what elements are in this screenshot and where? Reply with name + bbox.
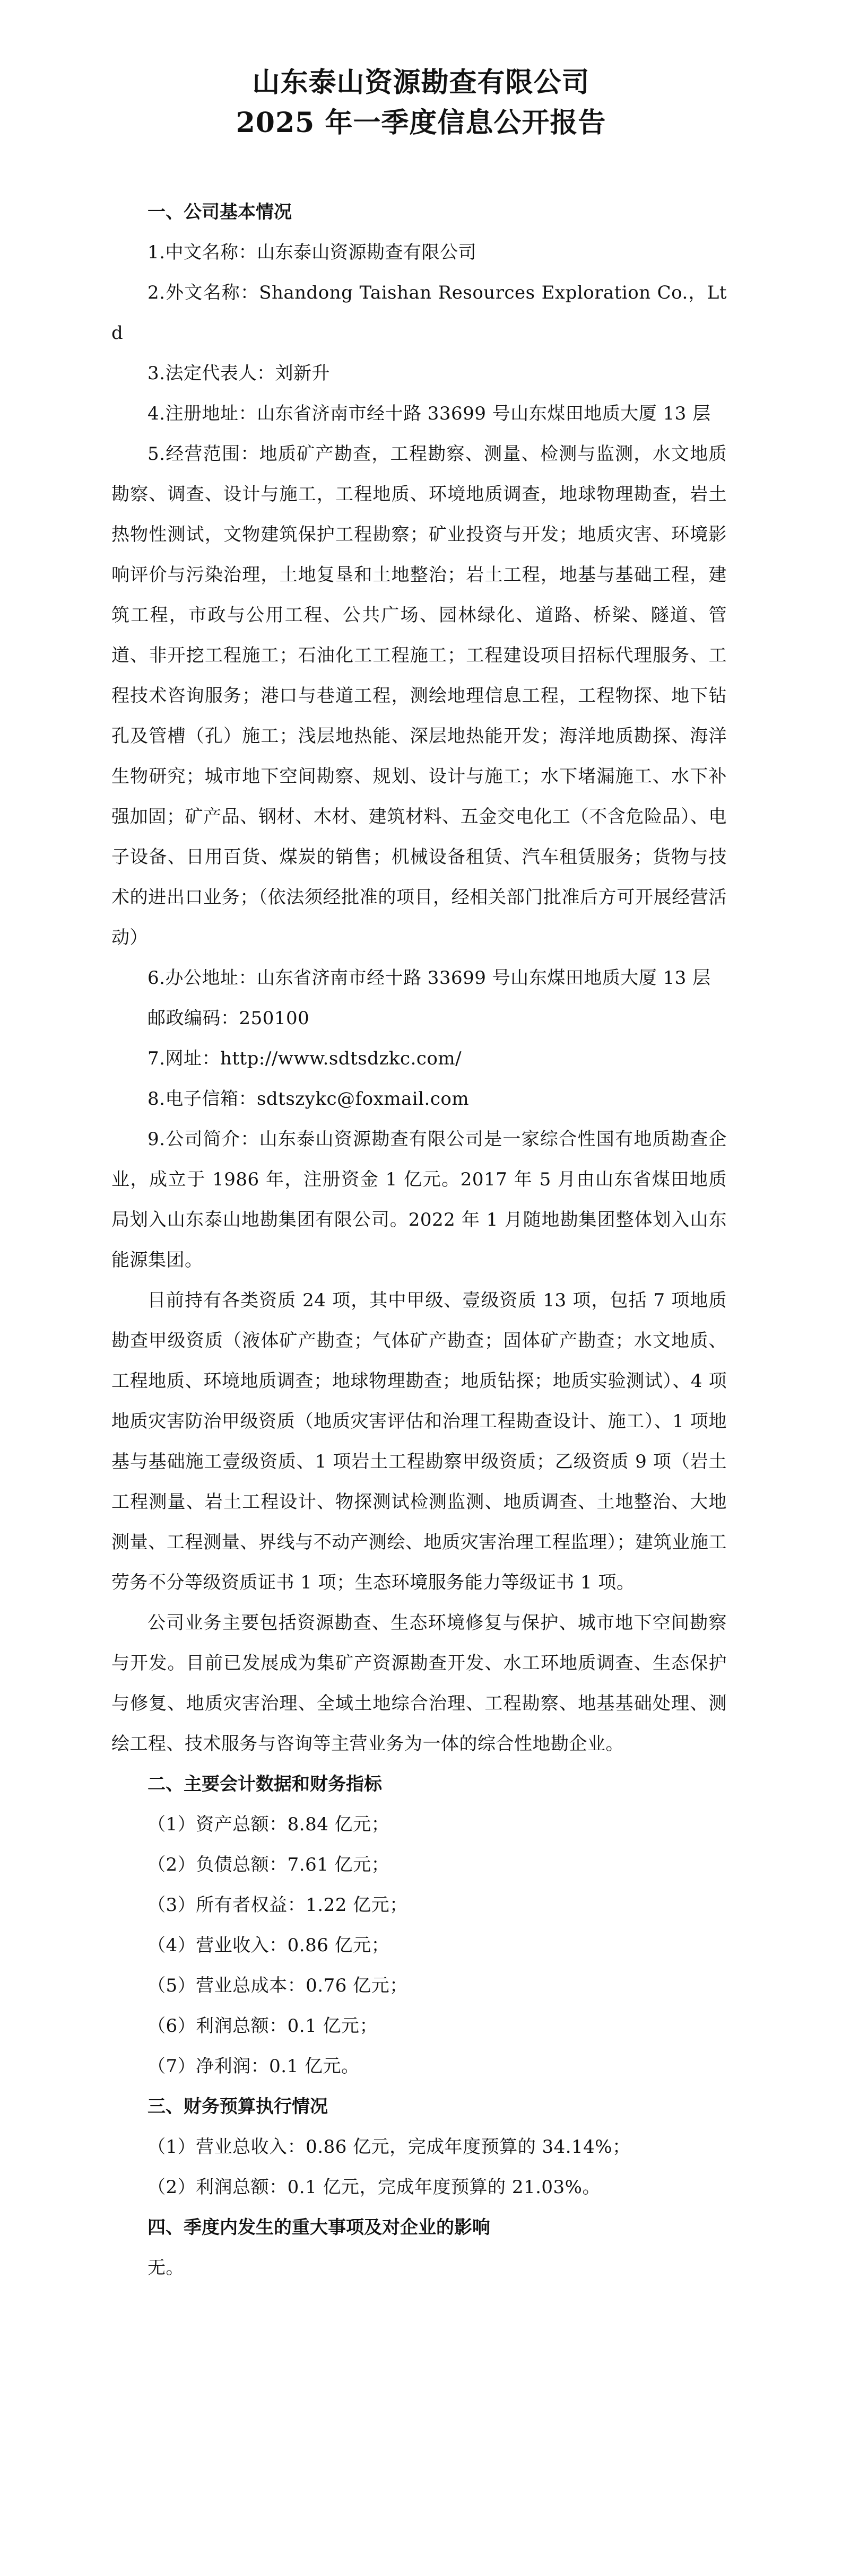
section-heading-major-events: 四、季度内发生的重大事项及对企业的影响 bbox=[147, 2217, 490, 2238]
business-paragraph: 公司业务主要包括资源勘查、生态环境修复与保护、城市地下空间勘察与开发。目前已发展成为集矿产资源勘查开发、水工环地质调查、生态保护与修复、地质灾害治理、全域土地综合治理、工程勘察、地基基础处理、测绘工程、技术服务与咨询等主营业务为一体的综合性地勘企业。 bbox=[111, 1612, 727, 1754]
company-chinese-name: 1.中文名称：山东泰山资源勘查有限公司 bbox=[147, 242, 476, 263]
company-profile: 9.公司简介：山东泰山资源勘查有限公司是一家综合性国有地质勘查企业，成立于 1986 年，注册资金 1 亿元。2017 年 5 月由山东省煤田地质局划入山东泰山地勘集团有限公司。2022 年 1 月随地勘集团整体划入山东能源集团。 bbox=[111, 1129, 727, 1271]
postal-code: 邮政编码：250100 bbox=[147, 1008, 310, 1029]
office-address: 6.办公地址：山东省济南市经十路 33699 号山东煤田地质大厦 13 层 bbox=[147, 967, 711, 989]
email: 8.电子信箱：sdtszykc@foxmail.com bbox=[147, 1088, 470, 1110]
total-profit: （6）利润总额：0.1 亿元； bbox=[147, 2015, 378, 2037]
qualifications-paragraph: 目前持有各类资质 24 项，其中甲级、壹级资质 13 项，包括 7 项地质勘查甲级资质（液体矿产勘查；气体矿产勘查；固体矿产勘查；水文地质、工程地质、环境地质调查；地球物理勘查；地质钻探；地质实验测试）、4 项地质灾害防治甲级资质（地质灾害评估和治理工程勘查设计、施工）、1 项地基与基础施工壹级资质、1 项岩土工程勘察甲级资质；乙级资质 9 项（岩土工程测量、岩土工程设计、物探测试检测监测、地质调查、土地整治、大地测量、工程测量、界线与不动产测绘、地质灾害治理工程监理）；建筑业施工劳务不分等级资质证书 1 项；生态环境服务能力等级证书 1 项。 bbox=[111, 1290, 727, 1593]
budget-profit: （2）利润总额：0.1 亿元，完成年度预算的 21.03%。 bbox=[147, 2177, 601, 2198]
legal-representative: 3.法定代表人：刘新升 bbox=[147, 363, 330, 384]
major-events-none: 无。 bbox=[147, 2257, 184, 2278]
total-operating-cost: （5）营业总成本：0.76 亿元； bbox=[147, 1975, 408, 1996]
operating-revenue: （4）营业收入：0.86 亿元； bbox=[147, 1935, 390, 1956]
section-heading-budget-execution: 三、财务预算执行情况 bbox=[147, 2096, 328, 2117]
owners-equity: （3）所有者权益：1.22 亿元； bbox=[147, 1894, 408, 1916]
company-english-name: 2.外文名称：Shandong Taishan Resources Exploration Co.，Ltd bbox=[111, 282, 727, 344]
net-profit: （7）净利润：0.1 亿元。 bbox=[147, 2056, 360, 2077]
total-liabilities: （2）负债总额：7.61 亿元； bbox=[147, 1854, 390, 1875]
report-body bbox=[111, 192, 727, 2288]
budget-revenue: （1）营业总收入：0.86 亿元，完成年度预算的 34.14%； bbox=[147, 2136, 631, 2158]
report-title-company: 山东泰山资源勘查有限公司 bbox=[252, 66, 590, 99]
registered-address: 4.注册地址：山东省济南市经十路 33699 号山东煤田地质大厦 13 层 bbox=[147, 403, 711, 424]
section-heading-financial-data: 二、主要会计数据和财务指标 bbox=[147, 1774, 382, 1795]
report-title-period: 2025 年一季度信息公开报告 bbox=[236, 107, 606, 139]
total-assets: （1）资产总额：8.84 亿元； bbox=[147, 1814, 390, 1835]
website: 7.网址：http://www.sdtsdzkc.com/ bbox=[147, 1048, 462, 1069]
section-heading-basic-info: 一、公司基本情况 bbox=[147, 202, 292, 223]
business-scope: 5.经营范围：地质矿产勘查，工程勘察、测量、检测与监测，水文地质勘察、调查、设计与施工，工程地质、环境地质调查，地球物理勘查，岩土热物性测试，文物建筑保护工程勘察；矿业投资与开发；地质灾害、环境影响评价与污染治理，土地复垦和土地整治；岩土工程，地基与基础工程，建筑工程，市政与公用工程、公共广场、园林绿化、道路、桥梁、隧道、管道、非开挖工程施工；石油化工工程施工；工程建设项目招标代理服务、工程技术咨询服务；港口与巷道工程，测绘地理信息工程，工程物探、地下钻孔及管槽（孔）施工；浅层地热能、深层地热能开发；海洋地质勘探、海洋生物研究；城市地下空间勘察、规划、设计与施工；水下堵漏施工、水下补强加固；矿产品、钢材、木材、建筑材料、五金交电化工（不含危险品）、电子设备、日用百货、煤炭的销售；机械设备租赁、汽车租赁服务；货物与技术的进出口业务；（依法须经批准的项目，经相关部门批准后方可开展经营活动） bbox=[111, 443, 727, 948]
